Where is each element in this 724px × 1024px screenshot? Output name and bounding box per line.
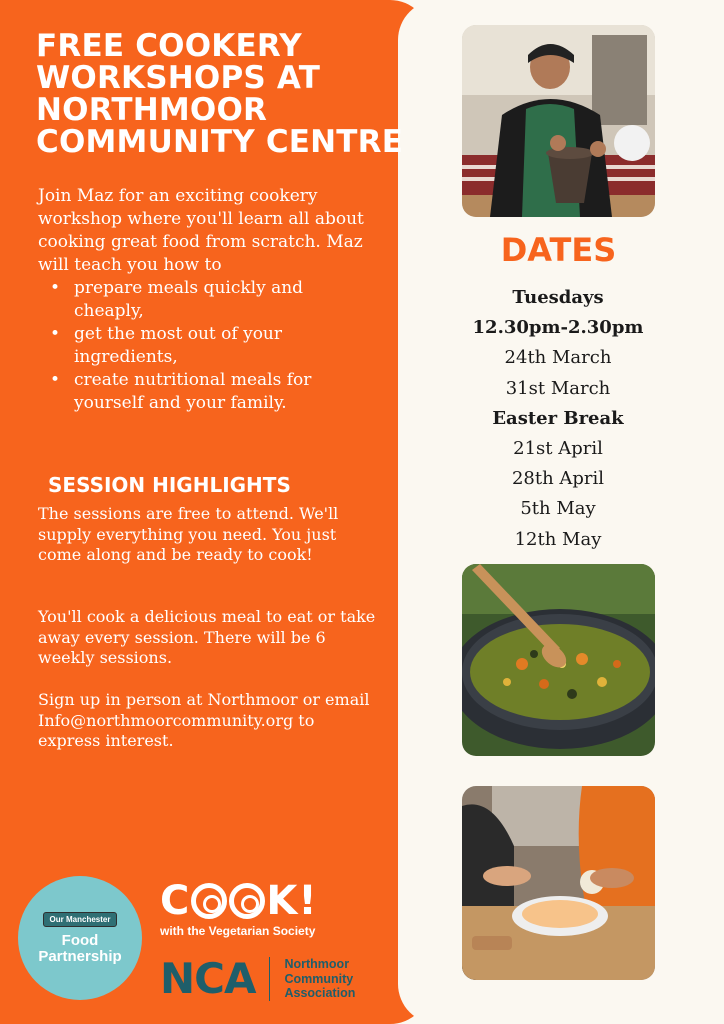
dates-heading: DATES [500,231,617,269]
date-line: 12.30pm-2.30pm [472,317,644,339]
food-partnership-tag: Our Manchester [43,912,118,927]
nca-divider [269,957,270,1001]
date-line: Easter Break [492,407,624,429]
list-item: • create nutritional meals for yourself and your family. [74,369,368,415]
highlights-paragraph-signup: Sign up in person at Northmoor or email Info@northmoorcommunity.org to express interest. [38,690,370,750]
learning-list [74,277,368,415]
list-item: • prepare meals quickly and cheaply, [74,277,368,323]
cook-letters-end: K! [266,878,318,924]
date-line: 21st April [513,438,603,460]
date-line: 28th April [511,468,605,490]
intro-section [38,185,368,415]
target-ring-icon [191,883,227,919]
cook-letter-c: C [160,878,191,924]
peeling-vegetables-photo [462,786,655,980]
session-highlights-heading: SESSION HIGHLIGHTS [48,473,291,497]
nca-name-line: Community [284,971,354,986]
date-line: 5th May [520,498,596,520]
date-line: 24th March [504,347,612,369]
date-line: 31st March [505,377,611,399]
vegetable-stir-fry-photo [462,564,655,756]
food-partnership-line1: Food [61,931,99,949]
cook-wordmark [160,880,350,922]
dates-list [440,283,676,555]
food-partnership-logo [18,876,142,1000]
highlights-paragraph-meal: You'll cook a delicious meal to eat or take away every session. There will be 6 weekly sessions. [38,607,376,667]
date-line: 12th May [514,528,602,550]
date-line: Tuesdays [512,287,604,308]
target-ring-icon [229,883,265,919]
list-item: • get the most out of your ingredients, [74,323,368,369]
nca-letters: NCA [160,954,256,1003]
nca-name-line: Northmoor [284,957,350,972]
intro-text: Join Maz for an exciting cookery workshop where you'll learn all about cooking great food from scratch. Maz will teach you how to [38,186,364,275]
chef-with-mortar-photo [462,25,655,217]
nca-name [284,957,355,1001]
highlights-paragraph-free: The sessions are free to attend. We'll supply everything you need. You just come along and be ready to cook! [38,504,339,564]
nca-name-line: Association [284,986,356,1001]
nca-logo [160,952,390,1006]
cook-logo [160,880,350,950]
poster-title: FREE COOKERY WORKSHOPS AT NORTHMOOR COMMUNITY CENTRE [36,28,404,160]
food-partnership-line2: Partnership [38,947,122,965]
cook-subtitle: with the Vegetarian Society [160,924,316,938]
